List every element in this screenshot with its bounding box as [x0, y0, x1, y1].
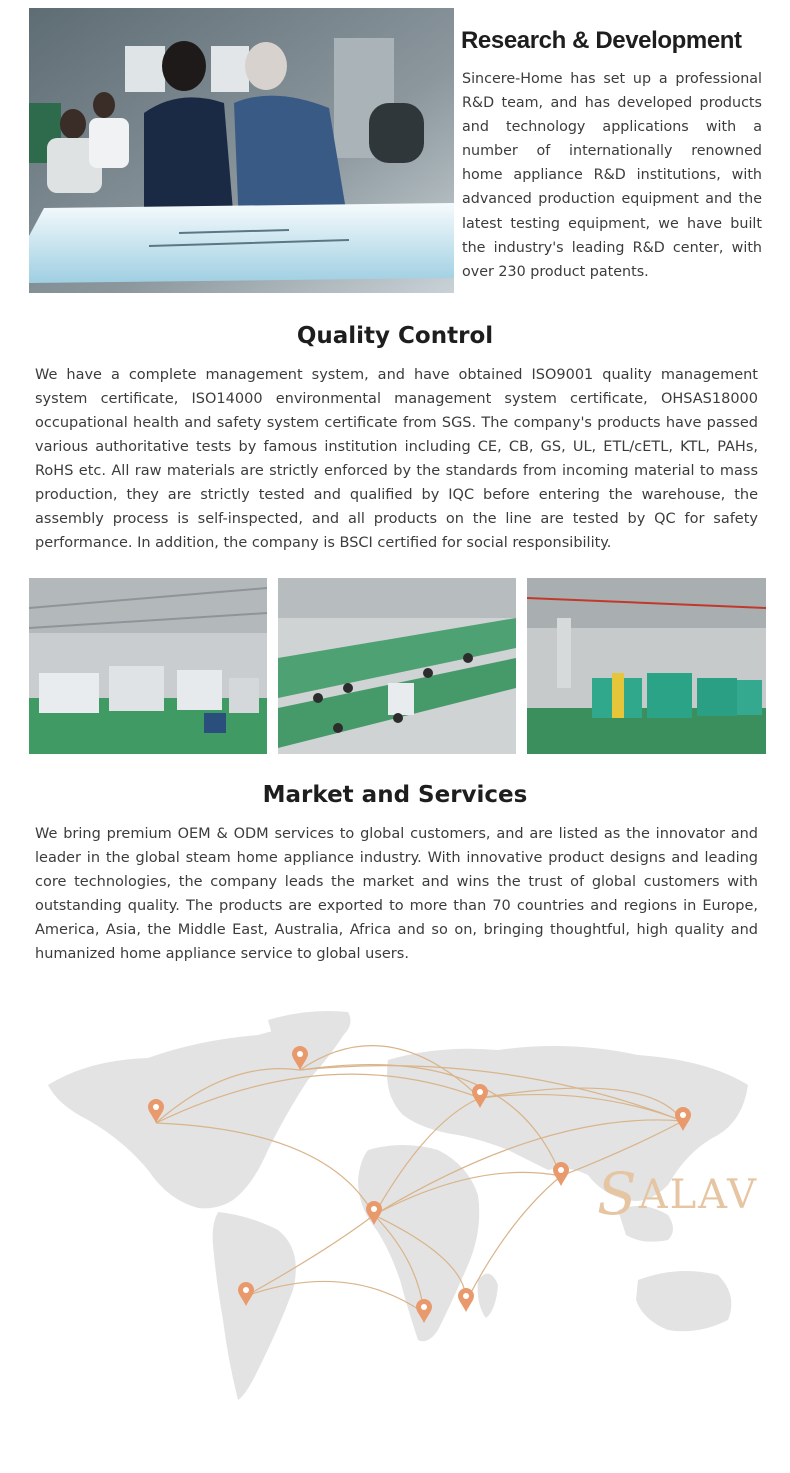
factory-photo-1: [29, 578, 267, 754]
brand-logo: [597, 1160, 758, 1228]
quality-description: We have a complete management system, and have obtained ISO9001 quality management system certificate, ISO14000 environmental management system certificate, OHSAS18000 occupational health and safety system certificate from SGS. The company's products have passed various authoritative tests by famous institution including CE, CB, GS, UL, ETL/cETL, KTL, PAHs, RoHS etc. All raw materials are strictly enforced by the standards from incoming material to mass production, they are strictly tested and qualified by IQC before entering the warehouse, the assembly process is self-inspected, and all products on the line are tested by QC for safety performance. In addition, the company is BSCI certified for social responsibility.: [35, 367, 758, 551]
rd-description: Sincere-Home has set up a professional R&D team, and has developed products and technology applications with a number of internationally renowned home appliance R&D institutions, with advanced production equipment and the latest testing equipment, we have built the industry's leading R&D center, with over 230 product patents.: [462, 71, 762, 280]
factory-photo-2: [278, 578, 516, 754]
map-pin-icon: [553, 1162, 569, 1186]
market-title: Market and Services: [262, 782, 528, 808]
factory-photo-3: [527, 578, 766, 754]
market-description: We bring premium OEM & ODM services to global customers, and are listed as the innovator and leader in the global steam home appliance industry. With innovative product designs and leading core technologies, the company leads the market and wins the trust of global customers with outstanding quality. The products are exported to more than 70 countries and regions in Europe, America, Asia, the Middle East, Australia, Africa and so on, bringing thoughtful, high quality and humanized home appliance service to global users.: [35, 826, 758, 962]
brand-logo-initial: S: [597, 1160, 639, 1228]
map-pin-icon: [458, 1288, 474, 1312]
quality-title: Quality Control: [296, 323, 494, 349]
rd-title: Research & Development: [461, 27, 742, 54]
brand-logo-rest: ALAV: [638, 1172, 758, 1218]
rd-lab-photo: [29, 8, 454, 293]
